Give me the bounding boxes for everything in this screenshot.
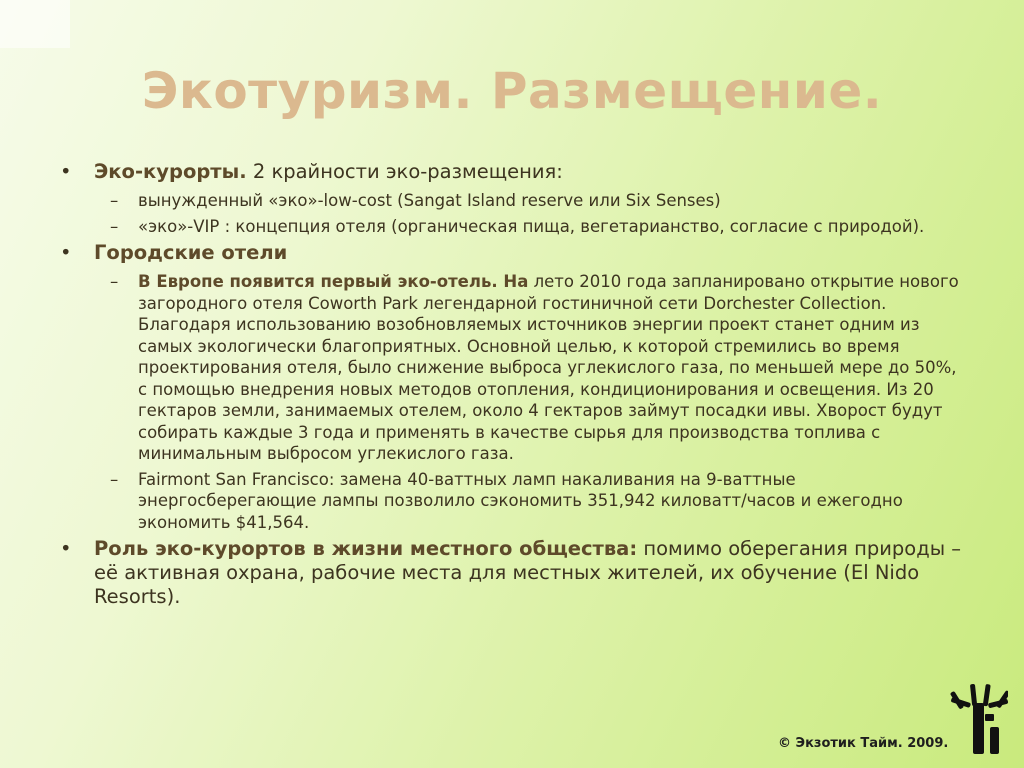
dash-marker: – <box>110 191 119 210</box>
bullet-heading: Городские отели <box>94 241 288 264</box>
palm-tree-icon <box>950 682 1008 754</box>
bullet-marker: • <box>60 160 72 183</box>
sub-bullet-text: «эко»-VIP : концепция отеля (органическая пища, вегетарианство, согласие с природой). <box>138 216 925 236</box>
bullet-text: помимо оберегания природы – её активная охрана, рабочие места для местных жителей, их обучение (El Nido Resorts). <box>94 537 962 608</box>
corner-highlight <box>0 0 70 48</box>
copyright-footer: © Экзотик Тайм. 2009. <box>778 736 949 751</box>
sub-bullet-heading: В Европе появится первый эко-отель. На <box>138 272 529 291</box>
bullet-city-hotels <box>60 241 965 265</box>
bullet-heading: Эко-курорты. <box>94 160 247 183</box>
sub-bullet-vip <box>60 216 965 238</box>
slide-title: Экотуризм. Размещение. <box>141 62 883 120</box>
bullet-eco-resorts <box>60 160 965 184</box>
dash-marker: – <box>110 272 119 291</box>
bullet-heading: Роль эко-курортов в жизни местного общества: <box>94 537 638 560</box>
sub-bullet-fairmont <box>60 469 965 534</box>
sub-bullet-low-cost <box>60 190 965 212</box>
sub-bullet-text: Fairmont San Francisco: замена 40-ваттных ламп накаливания на 9-ваттные энергосберегающие лампы позволило сэкономить 351,942 киловатт/часов и ежегодно экономить $41,564. <box>138 469 903 532</box>
bullet-marker: • <box>60 241 72 264</box>
bullet-marker: • <box>60 537 72 560</box>
sub-bullet-text: лето 2010 года запланировано открытие нового загородного отеля Coworth Park легендарной гостиничной сети Dorchester Collection. Благодаря использованию возобновляемых источников энергии проект станет одним из самых экологически благоприятных. Основной целью, к которой стремились во время проектирования отеля, было снижение выброса углекислого газа, по меньшей мере до 50%, с помощью внедрения новых методов отопления, кондиционирования и освещения. Из 20 гектаров земли, занимаемых отелем, около 4 гектаров займут посадки ивы. Хворост будут собирать каждые 3 года и применять в качестве сырья для производства топлива с минимальным выбросом углекислого газа. <box>138 272 959 463</box>
dash-marker: – <box>110 216 119 236</box>
sub-bullet-text: вынужденный «эко»-low-cost (Sangat Island reserve или Six Senses) <box>138 191 721 210</box>
bullet-local-community <box>60 537 965 609</box>
sub-bullet-coworth-park <box>60 271 965 465</box>
slide-content <box>60 160 965 615</box>
bullet-text: 2 крайности эко-размещения: <box>246 160 563 183</box>
dash-marker: – <box>110 469 119 489</box>
